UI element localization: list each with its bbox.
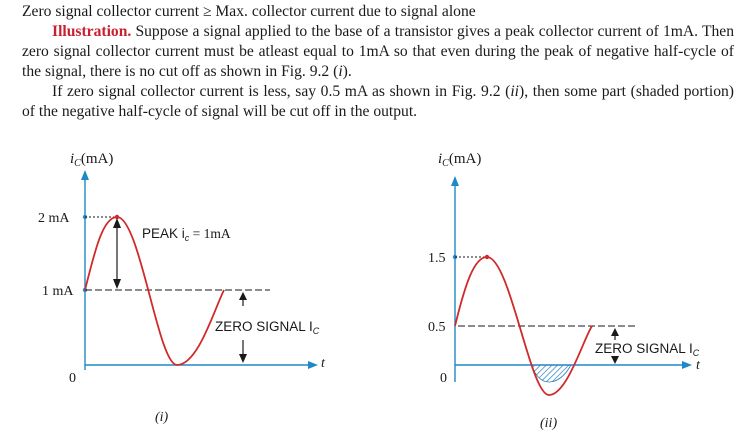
- condition-text: Zero signal collector current ≥ Max. collector current due to signal alone: [22, 3, 476, 20]
- left-tick-2ma: 2 mA: [38, 211, 70, 226]
- left-tick-1ma: 1 mA: [42, 284, 74, 299]
- illustration-body: Suppose a signal applied to the base of a transistor gives a peak collector current of 1mA. Then zero signal collector current must be atleast equal to 1mA so that even during the peak of negative half-cycle of the signal, there is no cut off as shown in Fig. 9.2 (: [22, 23, 734, 80]
- left-caption: (i): [155, 410, 169, 425]
- right-origin: 0: [440, 371, 447, 386]
- left-peak-arrow-down: [113, 279, 121, 289]
- figure-right: [428, 151, 701, 431]
- right-zero-signal-label: ZERO SIGNAL $I_C$: [595, 341, 700, 358]
- right-zero-arrow-up: [611, 328, 619, 336]
- figure-ref-i: i: [338, 63, 343, 80]
- right-tick-0-5: 0.5: [428, 320, 446, 335]
- figure-ref-ii: ii: [510, 83, 520, 100]
- left-y-axis-arrow: [81, 170, 89, 180]
- left-x-axis-label: t: [321, 356, 325, 371]
- left-y-axis-label: $i_C(mA)$: [70, 151, 114, 169]
- figure-left: [38, 151, 326, 425]
- cutoff-body: If zero signal collector current is less, say 0.5 mA as shown in Fig. 9.2 (: [52, 83, 511, 100]
- right-tick-1-5: 1.5: [428, 251, 446, 266]
- left-zero-arrow-down: [239, 354, 247, 363]
- left-peak-arrow-up: [113, 218, 121, 228]
- left-origin: 0: [69, 371, 76, 386]
- right-x-axis-label: t: [696, 358, 700, 373]
- left-x-axis-arrow: [308, 361, 318, 369]
- left-zero-arrow-up: [239, 292, 247, 300]
- illustration-label: Illustration.: [52, 23, 132, 40]
- left-zero-signal-label: ZERO SIGNAL $I_C$: [215, 319, 320, 336]
- illustration-tail: ).: [342, 63, 352, 80]
- right-y-axis-label: $i_C(mA)$: [438, 151, 482, 169]
- right-x-axis-arrow: [682, 361, 692, 369]
- right-y-axis-arrow: [451, 176, 459, 186]
- left-peak-label: PEAK $i_c = 1mA$: [142, 226, 231, 243]
- right-zero-arrow-down: [611, 356, 619, 364]
- right-caption: (ii): [540, 416, 558, 431]
- cutoff-tail: ), then some part (shaded portion) of the negative half-cycle of signal will be cut off in the output.: [22, 83, 734, 120]
